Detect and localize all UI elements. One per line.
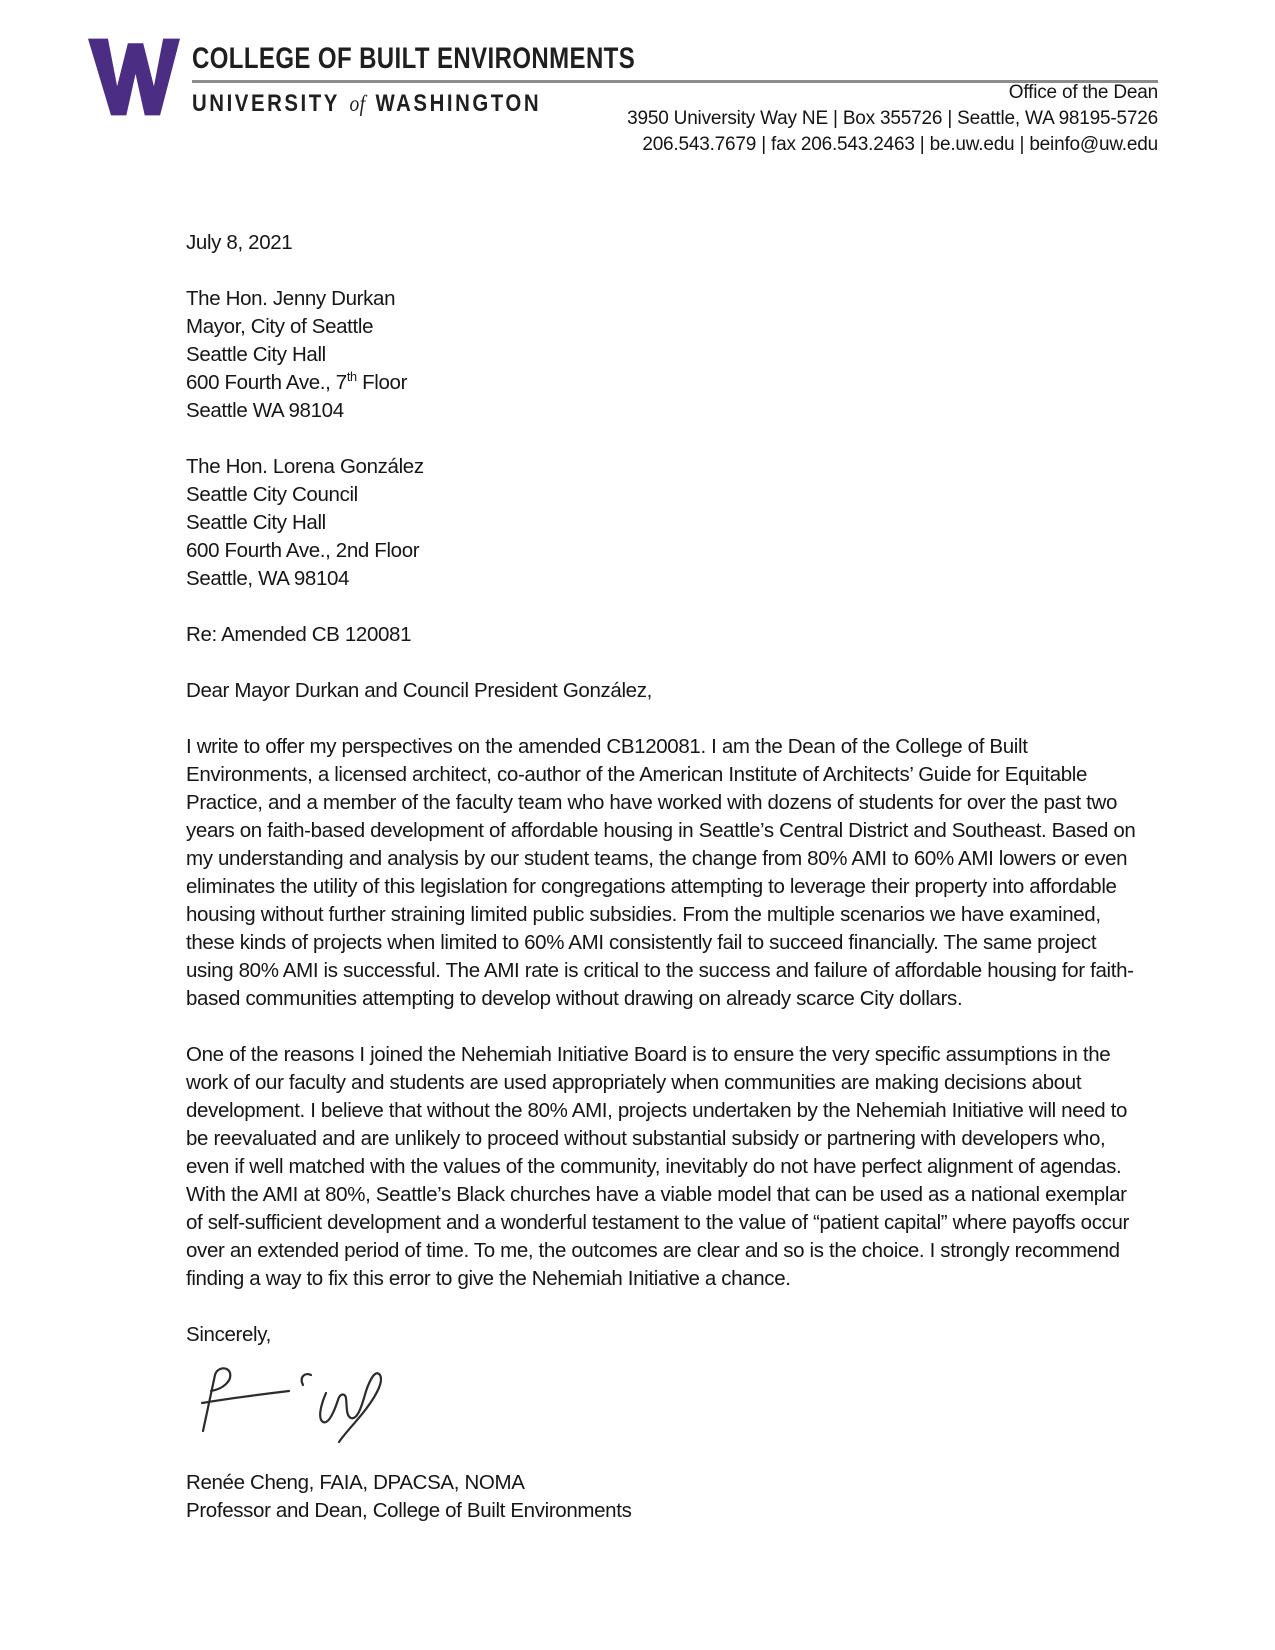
college-name: COLLEGE OF BUILT ENVIRONMENTS xyxy=(192,42,636,75)
recipient-block-mayor xyxy=(186,285,1138,425)
date-line: July 8, 2021 xyxy=(186,231,293,254)
recipient-street: 600 Fourth Ave., 7th Floor xyxy=(186,369,408,394)
letterhead-contact-block xyxy=(627,80,1158,158)
recipient-role: Mayor, City of Seattle xyxy=(186,315,374,338)
uw-logo-icon xyxy=(88,38,180,116)
recipient-building: Seattle City Hall xyxy=(186,343,326,366)
university-wordmark-of: of xyxy=(349,91,366,116)
re-line: Re: Amended CB 120081 xyxy=(186,623,412,646)
university-wordmark-pre: UNIVERSITY xyxy=(192,90,340,117)
recipient-role: Seattle City Council xyxy=(186,483,358,506)
salutation: Dear Mayor Durkan and Council President González, xyxy=(186,679,652,702)
recipient-city: Seattle WA 98104 xyxy=(186,399,344,422)
office-line: Office of the Dean xyxy=(1008,82,1158,103)
contact-line: 206.543.7679 | fax 206.543.2463 | be.uw.edu | beinfo@uw.edu xyxy=(642,134,1158,155)
university-wordmark xyxy=(192,90,541,118)
recipient-building: Seattle City Hall xyxy=(186,511,326,534)
recipient-city: Seattle, WA 98104 xyxy=(186,567,350,590)
signer-name: Renée Cheng, FAIA, DPACSA, NOMA xyxy=(186,1471,525,1494)
signature-image xyxy=(190,1363,1138,1445)
recipient-block-council-president xyxy=(186,453,1138,593)
letter-body xyxy=(186,229,1138,1525)
address-line: 3950 University Way NE | Box 355726 | Seattle, WA 98195-5726 xyxy=(627,108,1158,129)
recipient-name: The Hon. Jenny Durkan xyxy=(186,287,396,310)
closing: Sincerely, xyxy=(186,1323,271,1346)
recipient-street: 600 Fourth Ave., 2nd Floor xyxy=(186,539,420,562)
ordinal-superscript: th xyxy=(346,369,357,385)
recipient-name: The Hon. Lorena González xyxy=(186,455,424,478)
body-paragraph-1: I write to offer my perspectives on the amended CB120081. I am the Dean of the College of Built Environments, a licensed architect, co-author of the American Institute of Architects’ Guide for Equitable Practice, and a member of the faculty team who have worked with dozens of students for over the past two years on faith-based development of affordable housing in Seattle’s Central District and Southeast. Based on my understanding and analysis by our student teams, the change from 80% AMI to 60% AMI lowers or even eliminates the utility of this legislation for congregations attempting to leverage their property into affordable housing without further straining limited public subsidies. From the multiple scenarios we have examined, these kinds of projects when limited to 60% AMI consistently fail to succeed financially. The same project using 80% AMI is successful. The AMI rate is critical to the success and failure of affordable housing for faith-based communities attempting to develop without drawing on already scarce City dollars. xyxy=(186,735,1136,1010)
university-wordmark-post: WASHINGTON xyxy=(375,90,542,117)
body-paragraph-2: One of the reasons I joined the Nehemiah Initiative Board is to ensure the very specific assumptions in the work of our faculty and students are used appropriately when communities are making decisions about development. I believe that without the 80% AMI, projects undertaken by the Nehemiah Initiative will need to be reevaluated and are unlikely to proceed without substantial subsidy or partnering with developers who, even if well matched with the values of the community, inevitably do not have perfect alignment of agendas. With the AMI at 80%, Seattle’s Black churches have a viable model that can be used as a national exemplar of self-sufficient development and a wonderful testament to the value of “patient capital” where payoffs occur over an extended period of time. To me, the outcomes are clear and so is the choice. I strongly recommend finding a way to fix this error to give the Nehemiah Initiative a chance. xyxy=(186,1043,1130,1290)
signer-title: Professor and Dean, College of Built Environments xyxy=(186,1499,632,1522)
